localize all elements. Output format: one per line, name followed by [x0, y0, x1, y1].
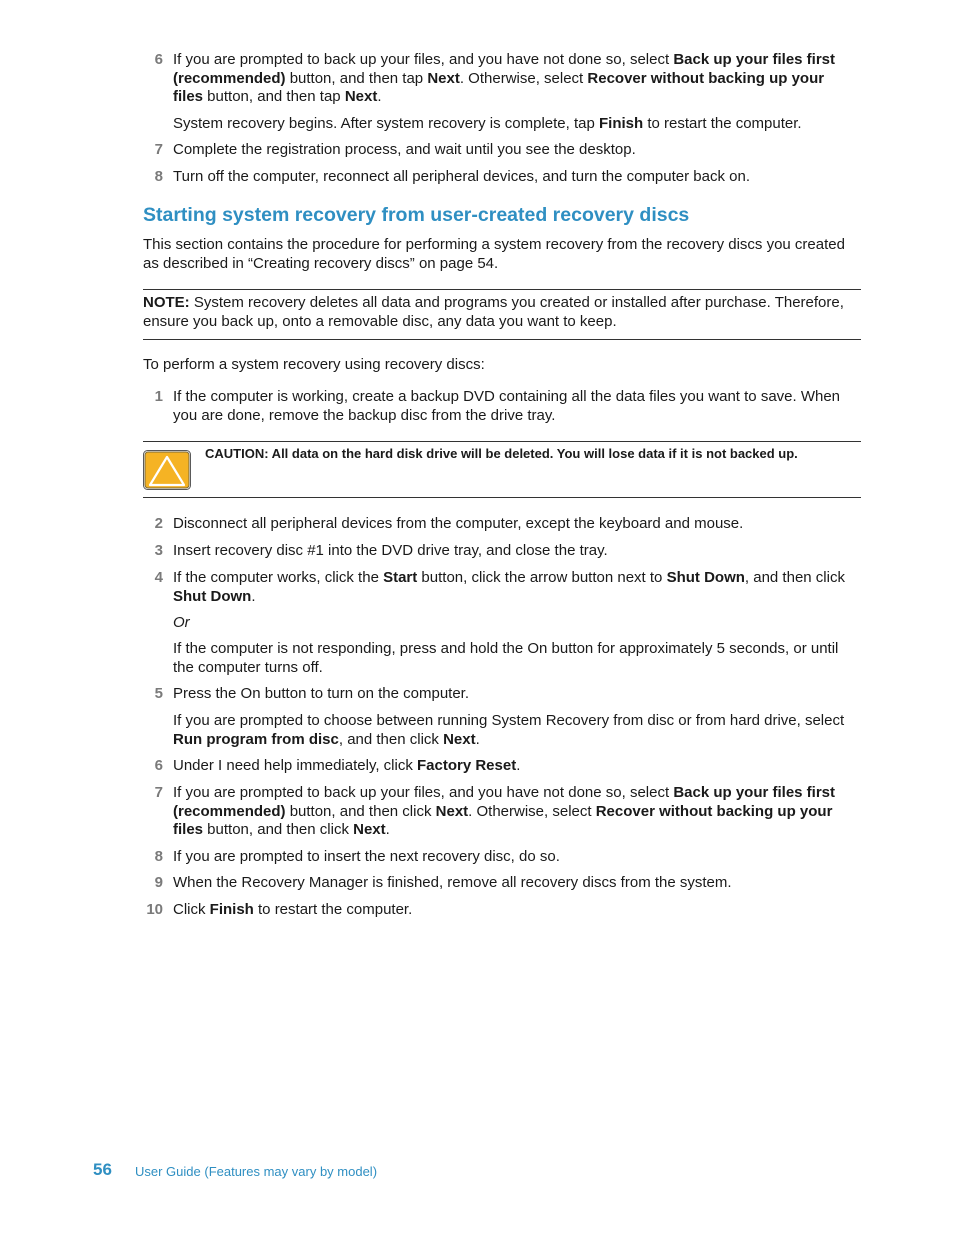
or-label: Or [173, 614, 190, 631]
step-text: When the Recovery Manager is finished, remove all recovery discs from the system. [173, 874, 732, 891]
step-number: 6 [154, 51, 163, 68]
step-number: 5 [154, 685, 163, 702]
list-item [143, 757, 858, 776]
step-text: Turn off the computer, reconnect all peripheral devices, and turn the computer back on. [173, 168, 750, 185]
step-text: Click Finish to restart the computer. [173, 901, 413, 918]
list-item [143, 388, 858, 425]
step-number: 8 [154, 848, 163, 865]
list-item [143, 569, 858, 606]
list-item [143, 685, 858, 704]
list-item [143, 784, 858, 840]
step-text: Under I need help immediately, click Factory Reset. [173, 757, 521, 774]
footer-title: User Guide (Features may vary by model) [135, 1164, 378, 1179]
step-continuation: If you are prompted to choose between running System Recovery from disc or from hard drive, select Run program from disc, and then click Next. [173, 712, 845, 748]
list-item [143, 901, 858, 920]
caution-text: CAUTION: All data on the hard disk drive will be deleted. You will lose data if it is not backed up. [205, 446, 798, 461]
intro-paragraph: This section contains the procedure for performing a system recovery from the recovery discs you created as described in “Creating recovery discs” on page 54. [143, 236, 845, 272]
step-number: 9 [154, 874, 163, 891]
step-number: 2 [154, 515, 163, 532]
step-text: Insert recovery disc #1 into the DVD drive tray, and close the tray. [173, 542, 608, 559]
note-text: System recovery deletes all data and programs you created or installed after purchase. Therefore, ensure you back up, onto a removable disc, any data you want to keep. [143, 294, 844, 330]
note-label: NOTE: [143, 294, 190, 311]
list-item [143, 848, 858, 867]
step-number: 7 [154, 784, 163, 801]
warning-triangle-icon [143, 450, 191, 490]
step-text: Press the On button to turn on the computer. [173, 685, 470, 702]
step-text: Complete the registration process, and wait until you see the desktop. [173, 141, 636, 158]
list-item [143, 542, 858, 561]
step-continuation: If the computer is not responding, press and hold the On button for approximately 5 seconds, or until the computer turns off. [173, 640, 839, 676]
step-number: 1 [154, 388, 163, 405]
page-number: 56 [93, 1160, 112, 1179]
step-number: 8 [154, 168, 163, 185]
step-continuation: System recovery begins. After system recovery is complete, tap Finish to restart the computer. [173, 115, 802, 132]
caution-bottom-divider [143, 497, 861, 498]
section-heading: Starting system recovery from user-created recovery discs [143, 204, 690, 226]
step-number: 6 [154, 757, 163, 774]
step-text: If you are prompted to insert the next recovery disc, do so. [173, 848, 560, 865]
note-top-divider [143, 289, 861, 290]
note-bottom-divider [143, 339, 861, 340]
step-text: If the computer works, click the Start button, click the arrow button next to Shut Down, and then click Shut Down. [173, 569, 845, 605]
caution-top-divider [143, 441, 861, 442]
step-text: If you are prompted to back up your files, and you have not done so, select Back up your files first (recommended) button, and then click Next. Otherwise, select Recover without backing up your files button, and then click Next. [173, 784, 836, 838]
step-text: If the computer is working, create a backup DVD containing all the data files you want to save. When you are done, remove the backup disc from the drive tray. [173, 388, 841, 424]
procedure-lead: To perform a system recovery using recovery discs: [143, 356, 485, 373]
list-item [143, 141, 858, 160]
step-number: 4 [154, 569, 163, 586]
list-item [143, 51, 858, 107]
step-number: 10 [146, 901, 163, 918]
step-text: Disconnect all peripheral devices from the computer, except the keyboard and mouse. [173, 515, 744, 532]
step-number: 7 [154, 141, 163, 158]
list-item [143, 515, 858, 534]
list-item [143, 168, 858, 187]
note-paragraph [143, 294, 858, 331]
step-number: 3 [154, 542, 163, 559]
list-item [143, 874, 858, 893]
step-text: If you are prompted to back up your files, and you have not done so, select Back up your files first (recommended) button, and then tap Next. Otherwise, select Recover without backing up your files button, and then tap Next. [173, 51, 836, 105]
